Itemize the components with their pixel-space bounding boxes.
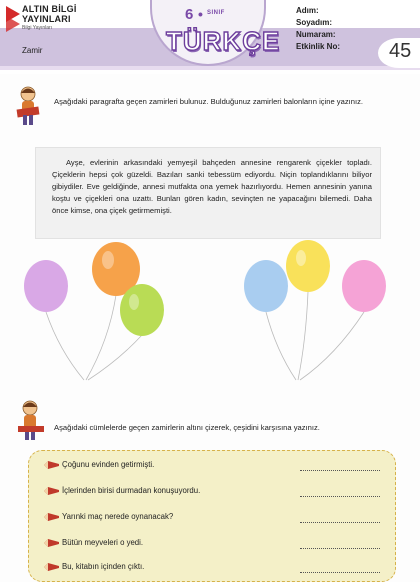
form-field-surname[interactable]: Soyadım:: [296, 18, 333, 27]
sentence-3: Yarınki maç nerede oynanacak?: [62, 512, 174, 521]
form-field-activity-no[interactable]: Etkinlik No:: [296, 42, 341, 51]
pencil-icon: [44, 538, 60, 548]
paragraph-text: [52, 157, 372, 217]
paragraph-body: Ayşe, evlerinin arkasındaki yemyeşil bahçeden annesine rengarenk çiçekler topladı. Çiçeklerin hepsi çok güzeldi. Bazıları sanki tebessüm ediyordu. Niçin toplandıklarını biliyor gibiydiler. Eve geldiğinde, annesi mutfakta ona yemek hazırlıyordu. Hemen annesinin yanına koştu ve çiçekleri ona uzattı. Bunları gören kadın, sevinçten ne yapacağını bilemedi. Daha önce kimse, ona çiçek getirmemişti.: [52, 158, 372, 215]
topic-label: Zamir: [22, 46, 43, 55]
grade-word: SINIF: [207, 10, 225, 16]
answer-line-5[interactable]: [300, 571, 380, 573]
answer-line-2[interactable]: [300, 495, 380, 497]
grade-dot: •: [198, 6, 203, 22]
publisher-subtitle: Bilgi Yayınları: [22, 25, 53, 31]
sentence-5: Bu, kitabın içinden çıktı.: [62, 562, 145, 571]
pencil-icon: [44, 562, 60, 572]
balloon-yellow: [286, 240, 330, 292]
student-reading-icon: [14, 84, 46, 128]
sentence-2: İçlerinden birisi durmadan konuşuyordu.: [62, 486, 201, 495]
pencil-icon: [44, 512, 60, 522]
answer-line-3[interactable]: [300, 521, 380, 523]
answer-line-1[interactable]: [300, 469, 380, 471]
balloon-pink: [342, 260, 386, 312]
answer-line-4[interactable]: [300, 547, 380, 549]
sentence-4: Bütün meyveleri o yedi.: [62, 538, 144, 547]
balloon-green: [120, 284, 164, 336]
exercise1-instruction: Aşağıdaki paragrafta geçen zamirleri bulunuz. Bulduğunuz zamirleri balonların içine yazınız.: [54, 97, 363, 106]
balloon-blue: [244, 260, 288, 312]
form-field-number[interactable]: Numaram:: [296, 30, 336, 39]
publisher-name-line1: ALTIN BİLGİ: [22, 4, 77, 14]
form-field-name[interactable]: Adım:: [296, 6, 319, 15]
page-number: 45: [389, 40, 412, 62]
pencil-icon: [44, 486, 60, 496]
balloons-right: [236, 240, 396, 390]
publisher-name-line2: YAYINLARI: [22, 14, 71, 24]
balloon-lilac: [24, 260, 68, 312]
grade-number: 6: [185, 6, 194, 23]
balloons-left: [24, 240, 174, 390]
sentence-1: Çoğunu evinden getirmişti.: [62, 460, 155, 469]
pencil-icon: [44, 460, 60, 470]
exercise2-instruction: Aşağıdaki cümlelerde geçen zamirlerin altını çizerek, çeşidini karşısına yazınız.: [54, 423, 320, 432]
subject-title: TÜRKÇE: [166, 26, 281, 56]
publisher-logo-icon: [4, 4, 24, 32]
student-writing-icon: [16, 398, 48, 442]
